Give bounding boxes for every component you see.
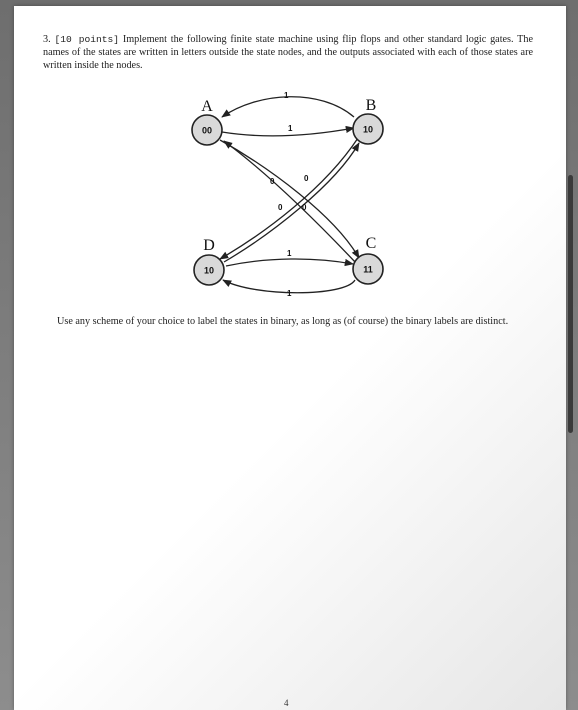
- edge-b-to-d: [220, 138, 358, 259]
- state-c-output: 11: [363, 264, 373, 275]
- problem-points: [10 points]: [54, 34, 120, 45]
- state-b-output: 10: [362, 124, 374, 135]
- edge-label-c-to-d: 1: [287, 289, 292, 298]
- state-a-output: 00: [201, 125, 213, 136]
- page-number: 4: [284, 698, 289, 708]
- problem-text: Implement the following finite state machine using flip flops and other standard logic gates. The names of the states are written in letters outside the state nodes, and the outputs associated with each of those states are written inside the nodes.: [43, 34, 534, 71]
- state-c-name: C: [365, 235, 377, 252]
- state-a-name: A: [201, 98, 213, 115]
- edge-d-to-c: [226, 259, 353, 266]
- edge-label-a-to-b: 1: [288, 124, 293, 133]
- edge-label-b-to-d: 0: [278, 203, 283, 212]
- state-d-output: 10: [203, 265, 215, 276]
- edge-label-d-to-b: 0: [304, 174, 309, 183]
- state-d-name: D: [203, 237, 215, 254]
- state-b-name: B: [365, 97, 377, 114]
- edge-label-a-to-c: 0: [270, 177, 275, 186]
- problem-number: 3.: [43, 34, 51, 45]
- edge-label-c-to-a: 0: [302, 203, 307, 212]
- vertical-scrollbar[interactable]: [568, 175, 573, 433]
- edge-label-d-to-c: 1: [287, 249, 292, 258]
- edge-label-b-to-a: 1: [284, 91, 289, 100]
- edge-a-to-c: [220, 140, 359, 258]
- instruction-note: Use any scheme of your choice to label the states in binary, as long as (of course) the binary labels are distinct.: [57, 316, 509, 327]
